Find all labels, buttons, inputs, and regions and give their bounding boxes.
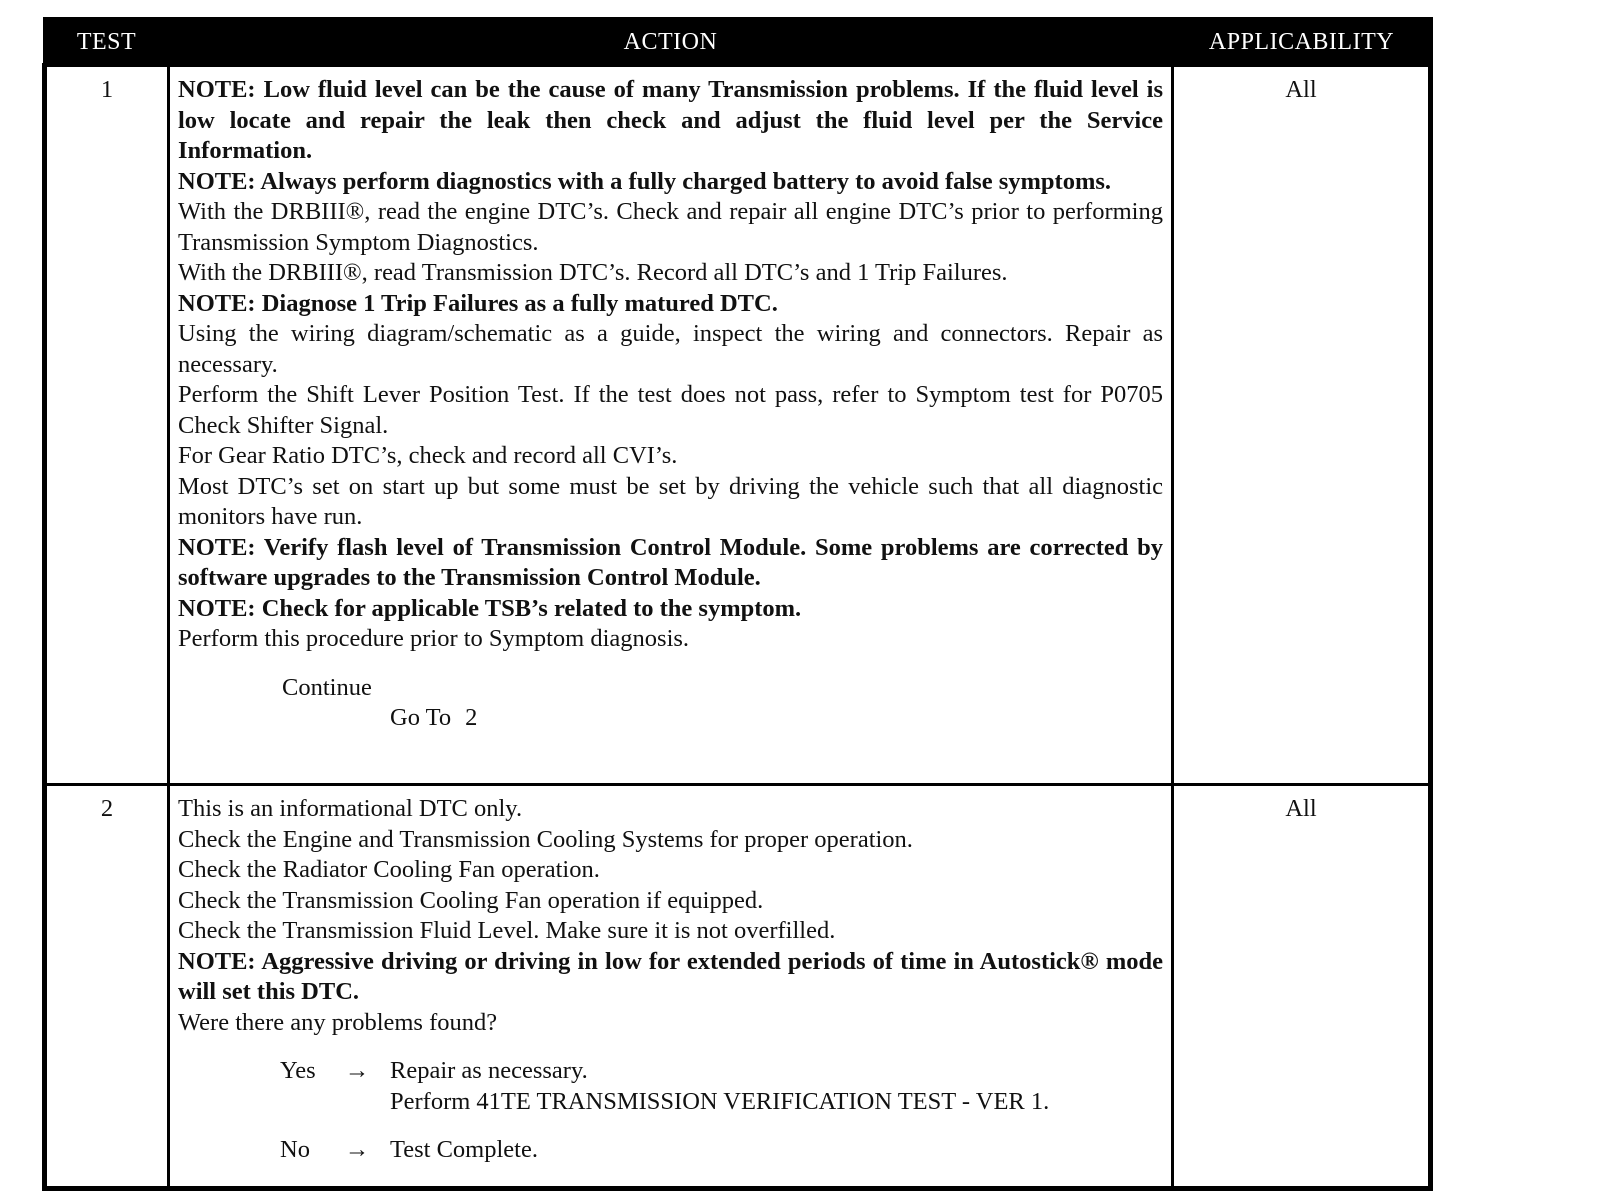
header-test: TEST — [45, 19, 169, 65]
test-number: 1 — [45, 65, 169, 785]
spacer — [178, 1117, 1163, 1135]
action-line: NOTE: Always perform diagnostics with a fully charged battery to avoid false symptoms. — [178, 167, 1112, 195]
test-number: 2 — [45, 785, 169, 1189]
action-line: With the DRBIII®, read Transmission DTC’s. Record all DTC’s and 1 Trip Failures. — [178, 259, 1008, 286]
action-line: Check the Engine and Transmission Cooling Systems for proper operation. — [178, 825, 913, 853]
action-line: This is an informational DTC only. — [178, 795, 523, 822]
no-label: No — [280, 1136, 310, 1163]
diagnostic-page — [42, 17, 1428, 1191]
action-line: Using the wiring diagram/schematic as a guide, inspect the wiring and connectors. Repair as necessary. — [178, 320, 1163, 378]
applicability-value: All — [1173, 65, 1431, 785]
table-row — [45, 65, 1431, 785]
continue-label: Continue — [282, 673, 372, 701]
no-result: Test Complete. — [390, 1136, 538, 1163]
action-cell — [169, 65, 1173, 785]
yes-label: Yes — [280, 1057, 316, 1084]
action-line: NOTE: Low fluid level can be the cause of many Transmission problems. If the fluid level is low locate and repair the leak then check and adjust the fluid level per the Service Information. — [178, 76, 1163, 164]
action-cell — [169, 785, 1173, 1189]
action-line: NOTE: Diagnose 1 Trip Failures as a fully matured DTC. — [178, 289, 778, 317]
header-action: ACTION — [169, 19, 1173, 65]
spacer — [178, 1038, 1163, 1056]
action-line: Most DTC’s set on start up but some must be set by driving the vehicle such that all diagnostic monitors have run. — [178, 472, 1163, 530]
goto-number: 2 — [465, 704, 478, 731]
spacer — [178, 655, 1163, 673]
action-line: Check the Transmission Cooling Fan operation if equipped. — [178, 886, 764, 914]
action-line: Perform this procedure prior to Symptom diagnosis. — [178, 625, 690, 652]
action-line: NOTE: Verify flash level of Transmission Control Module. Some problems are corrected by software upgrades to the Transmission Control Module. — [178, 533, 1163, 591]
arrow-right-icon: → — [344, 1136, 370, 1163]
goto-link[interactable] — [178, 703, 1163, 734]
yes-result — [390, 1056, 1163, 1117]
goto-label: Go To — [390, 704, 452, 731]
action-line: Were there any problems found? — [178, 1008, 498, 1036]
yes-result-line: Perform 41TE TRANSMISSION VERIFICATION TEST - VER 1. — [390, 1087, 1050, 1115]
action-line: Check the Transmission Fluid Level. Make sure it is not overfilled. — [178, 917, 836, 944]
diagnostic-table — [42, 17, 1433, 1191]
action-line: For Gear Ratio DTC’s, check and record all CVI’s. — [178, 442, 678, 469]
header-applicability: APPLICABILITY — [1173, 19, 1431, 65]
yes-result-line: Repair as necessary. — [390, 1057, 588, 1084]
action-line: NOTE: Aggressive driving or driving in low for extended periods of time in Autostick® mode will set this DTC. — [178, 947, 1163, 1005]
action-line: Check the Radiator Cooling Fan operation. — [178, 856, 600, 883]
applicability-value: All — [1173, 785, 1431, 1189]
action-line: With the DRBIII®, read the engine DTC’s. Check and repair all engine DTC’s prior to performing Transmission Symptom Diagnostics. — [178, 198, 1163, 256]
action-line: NOTE: Check for applicable TSB’s related to the symptom. — [178, 594, 802, 622]
yes-branch[interactable] — [178, 1056, 1163, 1117]
table-row — [45, 785, 1431, 1189]
arrow-right-icon: → — [344, 1057, 370, 1084]
table-header-row — [45, 19, 1431, 65]
no-branch[interactable] — [178, 1135, 1163, 1166]
action-line: Perform the Shift Lever Position Test. If the test does not pass, refer to Symptom test for P0705 Check Shifter Signal. — [178, 381, 1163, 439]
